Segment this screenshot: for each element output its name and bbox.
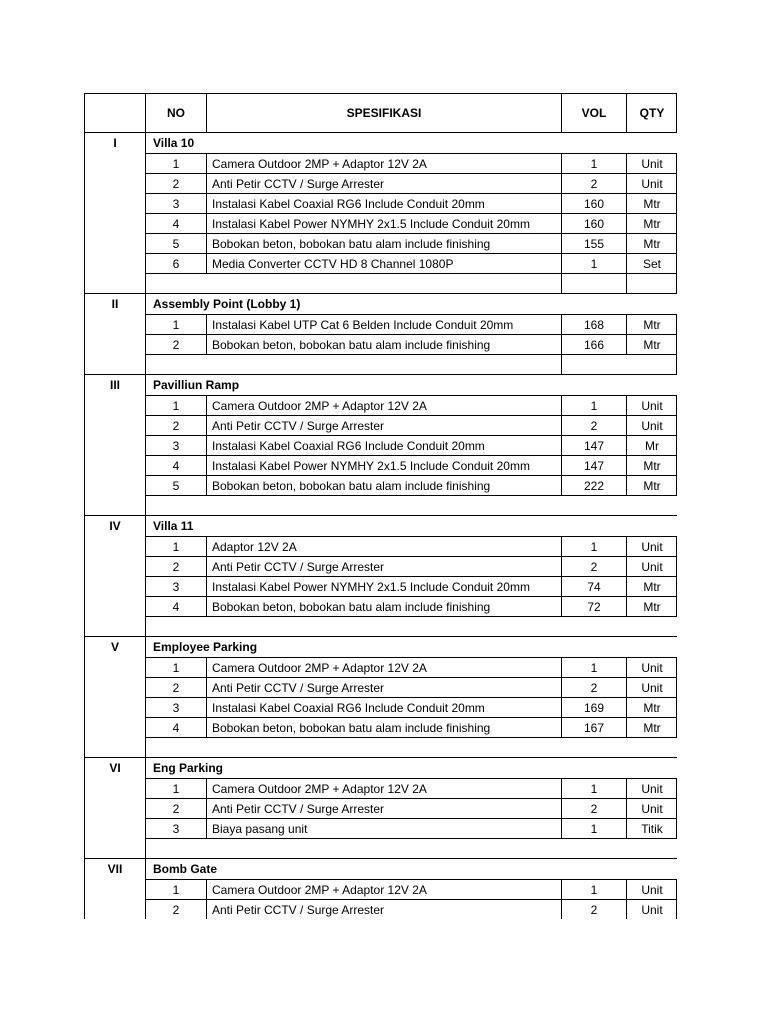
- table-row: [146, 193, 677, 213]
- item-spesifikasi: Instalasi Kabel Power NYMHY 2x1.5 Include Conduit 20mm: [207, 214, 562, 233]
- specification-table: [84, 93, 677, 919]
- item-spesifikasi: Anti Petir CCTV / Surge Arrester: [207, 557, 562, 576]
- blank-cell: [146, 355, 562, 374]
- table-row: [146, 455, 677, 475]
- item-vol: 166: [562, 335, 627, 354]
- item-number: 1: [146, 779, 207, 798]
- item-vol: 74: [562, 577, 627, 596]
- item-vol: 167: [562, 718, 627, 737]
- item-qty: Mr: [645, 438, 659, 453]
- item-spesifikasi: Anti Petir CCTV / Surge Arrester: [207, 678, 562, 697]
- item-number: 1: [146, 880, 207, 899]
- section-title: Villa 10: [153, 136, 195, 150]
- table-row: [146, 576, 677, 596]
- item-vol: 169: [562, 698, 627, 717]
- item-number: 2: [146, 174, 207, 193]
- item-vol: 1: [562, 254, 627, 273]
- item-spesifikasi: Bobokan beton, bobokan batu alam include finishing: [207, 597, 562, 616]
- item-spesifikasi: Camera Outdoor 2MP + Adaptor 12V 2A: [207, 154, 562, 173]
- item-spesifikasi: Camera Outdoor 2MP + Adaptor 12V 2A: [207, 396, 562, 415]
- item-number: 3: [146, 194, 207, 213]
- item-qty: Unit: [641, 801, 663, 816]
- header-qty: QTY: [639, 106, 665, 120]
- item-spesifikasi: Anti Petir CCTV / Surge Arrester: [207, 799, 562, 818]
- item-vol: 2: [562, 174, 627, 193]
- table-row: [146, 253, 677, 273]
- blank-cell: [562, 274, 627, 293]
- item-spesifikasi: Anti Petir CCTV / Surge Arrester: [207, 174, 562, 193]
- blank-cell: [562, 355, 677, 374]
- item-vol: 2: [562, 416, 627, 435]
- section-roman-numeral: VII: [85, 859, 146, 879]
- table-row: [146, 697, 677, 717]
- section: [84, 133, 677, 294]
- item-number: 4: [146, 456, 207, 475]
- table-row: [146, 334, 677, 354]
- item-number: 5: [146, 476, 207, 495]
- item-vol: 168: [562, 315, 627, 334]
- header-spesifikasi: SPESIFIKASI: [207, 94, 562, 132]
- item-qty: Mtr: [643, 579, 661, 594]
- item-vol: 160: [562, 194, 627, 213]
- item-vol: 147: [562, 436, 627, 455]
- table-row: [146, 233, 677, 253]
- item-number: 2: [146, 416, 207, 435]
- item-spesifikasi: Anti Petir CCTV / Surge Arrester: [207, 416, 562, 435]
- header-vol: VOL: [562, 94, 627, 132]
- section: [84, 758, 677, 859]
- item-qty: Unit: [641, 781, 663, 796]
- item-vol: 155: [562, 234, 627, 253]
- item-vol: 1: [562, 779, 627, 798]
- section-roman-cell: [85, 657, 146, 757]
- header-no: NO: [146, 94, 207, 132]
- item-qty: Titik: [641, 821, 663, 836]
- table-row: [146, 899, 677, 919]
- section-title: Villa 11: [153, 519, 194, 533]
- item-spesifikasi: Instalasi Kabel Coaxial RG6 Include Conduit 20mm: [207, 194, 562, 213]
- table-row: [146, 415, 677, 435]
- blank-cell: [627, 274, 677, 293]
- item-qty: Mtr: [643, 458, 661, 473]
- item-number: 2: [146, 335, 207, 354]
- item-qty: Mtr: [643, 700, 661, 715]
- item-number: 4: [146, 214, 207, 233]
- section-roman-numeral: V: [85, 637, 146, 657]
- item-number: 1: [146, 396, 207, 415]
- item-number: 1: [146, 154, 207, 173]
- blank-cell: [146, 274, 562, 293]
- item-spesifikasi: Anti Petir CCTV / Surge Arrester: [207, 900, 562, 919]
- item-number: 1: [146, 658, 207, 677]
- item-spesifikasi: Media Converter CCTV HD 8 Channel 1080P: [207, 254, 562, 273]
- item-qty: Unit: [641, 882, 663, 897]
- table-row: [146, 657, 677, 677]
- item-vol: 1: [562, 396, 627, 415]
- blank-row: [146, 838, 677, 858]
- table-row: [146, 879, 677, 899]
- item-vol: 2: [562, 678, 627, 697]
- item-qty: Unit: [641, 539, 663, 554]
- section-title: Employee Parking: [153, 640, 258, 654]
- item-vol: 2: [562, 557, 627, 576]
- table-row: [146, 818, 677, 838]
- item-spesifikasi: Instalasi Kabel UTP Cat 6 Belden Include Conduit 20mm: [207, 315, 562, 334]
- blank-row: [146, 737, 677, 757]
- item-qty: Unit: [641, 398, 663, 413]
- item-qty: Mtr: [643, 337, 661, 352]
- item-qty: Mtr: [643, 720, 661, 735]
- item-qty: Mtr: [643, 599, 661, 614]
- table-header: [84, 93, 677, 133]
- table-row: [146, 778, 677, 798]
- item-number: 5: [146, 234, 207, 253]
- item-number: 3: [146, 819, 207, 838]
- item-vol: 160: [562, 214, 627, 233]
- table-row: [146, 798, 677, 818]
- section-title: Bomb Gate: [153, 862, 218, 876]
- table-body: [84, 133, 677, 919]
- table-row: [146, 677, 677, 697]
- item-spesifikasi: Bobokan beton, bobokan batu alam include finishing: [207, 234, 562, 253]
- section-roman-cell: [85, 314, 146, 374]
- item-vol: 1: [562, 537, 627, 556]
- item-vol: 72: [562, 597, 627, 616]
- item-vol: 2: [562, 799, 627, 818]
- item-vol: 1: [562, 819, 627, 838]
- table-row: [146, 153, 677, 173]
- item-spesifikasi: Biaya pasang unit: [207, 819, 562, 838]
- item-spesifikasi: Adaptor 12V 2A: [207, 537, 562, 556]
- item-qty: Unit: [641, 559, 663, 574]
- item-spesifikasi: Instalasi Kabel Coaxial RG6 Include Conduit 20mm: [207, 698, 562, 717]
- item-number: 4: [146, 597, 207, 616]
- section-roman-numeral: II: [85, 294, 146, 314]
- item-number: 2: [146, 900, 207, 919]
- table-row: [146, 717, 677, 737]
- section-roman-numeral: III: [85, 375, 146, 395]
- item-spesifikasi: Instalasi Kabel Coaxial RG6 Include Conduit 20mm: [207, 436, 562, 455]
- item-vol: 147: [562, 456, 627, 475]
- item-number: 2: [146, 557, 207, 576]
- item-number: 2: [146, 799, 207, 818]
- table-row: [146, 475, 677, 495]
- blank-row: [146, 273, 677, 293]
- item-number: 1: [146, 537, 207, 556]
- section-title: Pavilliun Ramp: [153, 378, 240, 392]
- item-qty: Unit: [641, 176, 663, 191]
- item-qty: Unit: [641, 902, 663, 917]
- item-qty: Mtr: [643, 216, 661, 231]
- section: [84, 516, 677, 637]
- section-roman-numeral: IV: [85, 516, 146, 536]
- section-title: Eng Parking: [153, 761, 224, 775]
- section-roman-numeral: I: [85, 133, 146, 153]
- section-roman-cell: [85, 153, 146, 293]
- blank-row: [146, 616, 677, 636]
- item-spesifikasi: Bobokan beton, bobokan batu alam include finishing: [207, 718, 562, 737]
- item-spesifikasi: Camera Outdoor 2MP + Adaptor 12V 2A: [207, 658, 562, 677]
- item-qty: Mtr: [643, 236, 661, 251]
- item-spesifikasi: Instalasi Kabel Power NYMHY 2x1.5 Include Conduit 20mm: [207, 456, 562, 475]
- item-qty: Unit: [641, 660, 663, 675]
- item-qty: Unit: [641, 156, 663, 171]
- item-spesifikasi: Bobokan beton, bobokan batu alam include finishing: [207, 476, 562, 495]
- table-row: [146, 536, 677, 556]
- section-roman-cell: [85, 778, 146, 858]
- blank-row: [146, 495, 677, 515]
- item-spesifikasi: Instalasi Kabel Power NYMHY 2x1.5 Include Conduit 20mm: [207, 577, 562, 596]
- table-row: [146, 314, 677, 334]
- item-qty: Unit: [641, 418, 663, 433]
- section-title: Assembly Point (Lobby 1): [153, 297, 301, 311]
- item-vol: 222: [562, 476, 627, 495]
- header-blank-cell: [85, 94, 146, 132]
- item-spesifikasi: Bobokan beton, bobokan batu alam include finishing: [207, 335, 562, 354]
- item-number: 6: [146, 254, 207, 273]
- item-spesifikasi: Camera Outdoor 2MP + Adaptor 12V 2A: [207, 779, 562, 798]
- blank-row: [146, 354, 677, 374]
- section-roman-numeral: VI: [85, 758, 146, 778]
- item-vol: 1: [562, 154, 627, 173]
- table-row: [146, 213, 677, 233]
- section: [84, 294, 677, 375]
- item-qty: Unit: [641, 680, 663, 695]
- section-roman-cell: [85, 536, 146, 636]
- table-row: [146, 596, 677, 616]
- section-roman-cell: [85, 879, 146, 919]
- item-vol: 1: [562, 658, 627, 677]
- section: [84, 375, 677, 516]
- item-number: 3: [146, 577, 207, 596]
- table-row: [146, 435, 677, 455]
- item-number: 3: [146, 698, 207, 717]
- item-qty: Mtr: [643, 478, 661, 493]
- item-spesifikasi: Camera Outdoor 2MP + Adaptor 12V 2A: [207, 880, 562, 899]
- item-number: 3: [146, 436, 207, 455]
- item-number: 4: [146, 718, 207, 737]
- table-row: [146, 173, 677, 193]
- section: [84, 859, 677, 919]
- section: [84, 637, 677, 758]
- item-qty: Mtr: [643, 317, 661, 332]
- item-vol: 2: [562, 900, 627, 919]
- item-vol: 1: [562, 880, 627, 899]
- item-qty: Mtr: [643, 196, 661, 211]
- table-row: [146, 556, 677, 576]
- section-roman-cell: [85, 395, 146, 515]
- item-number: 1: [146, 315, 207, 334]
- table-row: [146, 395, 677, 415]
- item-qty: Set: [642, 256, 661, 271]
- item-number: 2: [146, 678, 207, 697]
